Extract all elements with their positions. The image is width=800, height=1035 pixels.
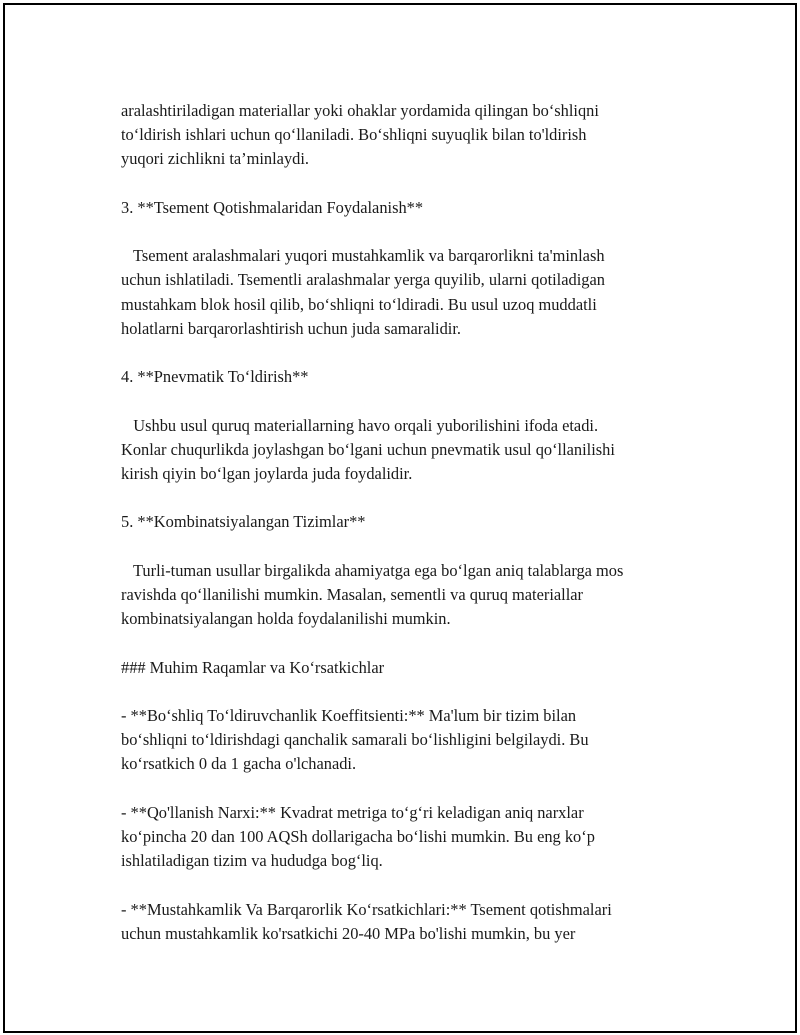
document-page — [3, 3, 797, 1033]
paragraph-bullet-3 — [121, 898, 701, 946]
text-line: Turli-tuman usullar birgalikda ahamiyatga ega bo‘lgan aniq talablarga mos — [121, 560, 624, 580]
paragraph-body-5 — [121, 559, 701, 632]
text-line: ko‘rsatkich 0 da 1 gacha o'lchanadi. — [121, 754, 357, 774]
paragraph-bullet-2 — [121, 801, 701, 874]
text-line: ravishda qo‘llanilishi mumkin. Masalan, sementli va quruq materiallar — [121, 584, 584, 604]
text-line: Ushbu usul quruq materiallarning havo orqali yuborilishini ifoda etadi. — [121, 415, 599, 435]
text-line: ko‘pincha 20 dan 100 AQSh dollarigacha bo‘lishi mumkin. Bu eng ko‘p — [121, 826, 595, 846]
paragraph-bullet-1 — [121, 704, 701, 777]
text-line: Tsement aralashmalari yuqori mustahkamlik va barqarorlikni ta'minlash — [121, 246, 605, 266]
paragraph-body-4 — [121, 414, 701, 487]
text-line: aralashtiriladigan materiallar yoki ohaklar yordamida qilingan bo‘shliqni — [121, 101, 599, 120]
text-line: kombinatsiyalangan holda foydalanilishi mumkin. — [121, 609, 451, 629]
text-line: holatlarni barqarorlashtirish uchun juda samaralidir. — [121, 318, 462, 338]
text-line: 4. **Pnevmatik To‘ldirish** — [121, 367, 309, 387]
text-line: uchun mustahkamlik ko'rsatkichi 20-40 MPa bo'lishi mumkin, bu yer — [121, 923, 576, 943]
paragraph-heading-4 — [121, 365, 701, 389]
document-body — [121, 99, 701, 946]
text-line: yuqori zichlikni ta’minlaydi. — [121, 149, 309, 169]
text-line: - **Mustahkamlik Va Barqarorlik Ko‘rsatkichlari:** Tsement qotishmalari — [121, 899, 612, 919]
text-line: 3. **Tsement Qotishmalaridan Foydalanish** — [121, 197, 424, 217]
paragraph-intro-continued — [121, 99, 701, 172]
text-line: uchun ishlatiladi. Tsementli aralashmalar yerga quyilib, ularni qotiladigan — [121, 270, 605, 290]
paragraph-heading-5 — [121, 510, 701, 534]
text-line: to‘ldirish ishlari uchun qo‘llaniladi. Bo‘shliqni suyuqlik bilan to'ldirish — [121, 125, 587, 145]
text-line: ### Muhim Raqamlar va Ko‘rsatkichlar — [121, 657, 385, 677]
text-line: kirish qiyin bo‘lgan joylarda juda foydalidir. — [121, 463, 413, 483]
text-line: 5. **Kombinatsiyalangan Tizimlar** — [121, 512, 366, 532]
text-line: Konlar chuqurlikda joylashgan bo‘lgani uchun pnevmatik usul qo‘llanilishi — [121, 439, 615, 459]
text-line: bo‘shliqni to‘ldirishdagi qanchalik samarali bo‘lishligini belgilaydi. Bu — [121, 730, 589, 750]
paragraph-body-3 — [121, 244, 701, 341]
paragraph-section-heading — [121, 656, 701, 680]
text-line: ishlatiladigan tizim va hududga bog‘liq. — [121, 851, 383, 871]
paragraph-heading-3 — [121, 196, 701, 220]
text-line: - **Bo‘shliq To‘ldiruvchanlik Koeffitsienti:** Ma'lum bir tizim bilan — [121, 705, 577, 725]
text-line: - **Qo'llanish Narxi:** Kvadrat metriga to‘g‘ri keladigan aniq narxlar — [121, 802, 584, 822]
text-line: mustahkam blok hosil qilib, bo‘shliqni to‘ldiradi. Bu usul uzoq muddatli — [121, 294, 597, 314]
